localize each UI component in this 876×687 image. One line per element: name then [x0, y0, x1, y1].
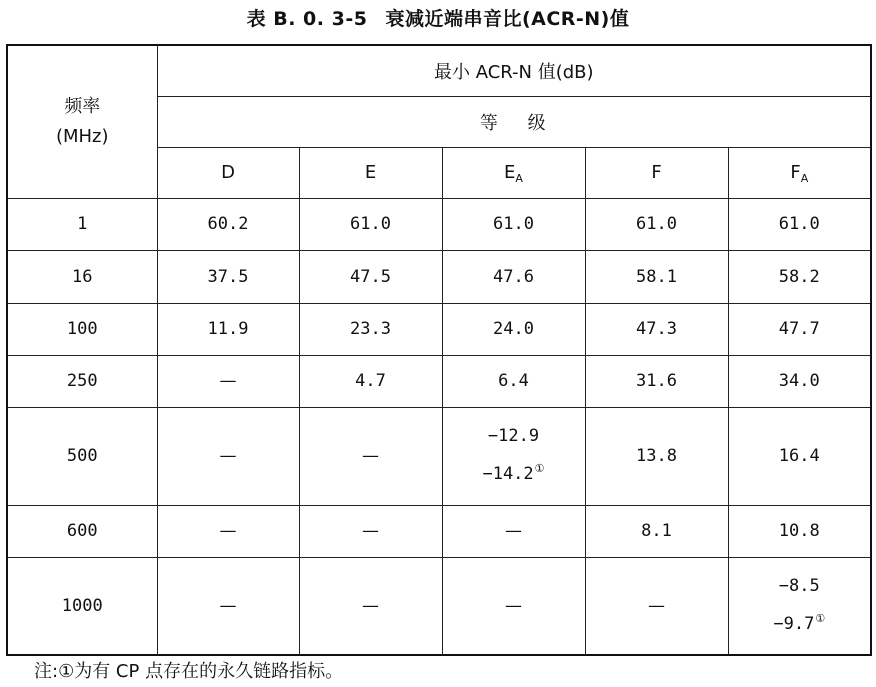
no-value-dash: — [219, 446, 237, 466]
value-text: −12.9 [487, 426, 540, 446]
frequency-label: 频率 [64, 95, 101, 117]
value-cell [299, 407, 442, 505]
table-footnote: 注:①为有 CP 点存在的永久链路指标。 [34, 661, 344, 682]
value-cell [585, 407, 728, 505]
grade-letter: F [790, 162, 801, 183]
table-row [7, 355, 871, 407]
frequency-cell: 600 [7, 505, 157, 557]
value-cell [442, 250, 585, 303]
value-cell [585, 557, 728, 655]
table-row [7, 303, 871, 355]
value-text: 61.0 [350, 214, 391, 234]
grade-header: 等 级 [157, 96, 871, 147]
grade-letter: E [504, 162, 516, 183]
frequency-cell: 16 [7, 250, 157, 303]
value-cell [728, 303, 871, 355]
value-text: −14.2 [482, 464, 534, 484]
value-cell [157, 250, 299, 303]
table-row [7, 198, 871, 250]
value-text: 37.5 [207, 266, 249, 287]
value-text: 60.2 [207, 214, 249, 234]
value-cell [442, 557, 585, 655]
value-text: 61.0 [778, 214, 820, 234]
value-text: −8.5 [778, 575, 820, 596]
table-title [0, 4, 876, 31]
grade-letter: E [364, 162, 377, 183]
value-text: 34.0 [778, 371, 820, 391]
footnote-marker: ① [815, 611, 826, 625]
value-cell [728, 505, 871, 557]
grade-column-header [442, 147, 585, 198]
value-text: 4.7 [355, 371, 386, 391]
value-text: 23.3 [350, 319, 391, 339]
frequency-cell: 250 [7, 355, 157, 407]
value-cell [299, 303, 442, 355]
acr-n-table [6, 44, 872, 656]
footnote-marker: ① [534, 462, 545, 475]
value-text: 61.0 [636, 214, 677, 234]
table-row [7, 250, 871, 303]
grade-letter: D [221, 162, 235, 183]
value-text: 13.8 [636, 446, 677, 466]
value-cell [157, 355, 299, 407]
table-row [7, 557, 871, 655]
value-text: 11.9 [207, 319, 249, 339]
grade-column-header [299, 147, 442, 198]
value-text: 47.3 [636, 319, 677, 339]
value-cell [585, 505, 728, 557]
value-cell [442, 505, 585, 557]
grade-column-header [157, 147, 299, 198]
frequency-unit: (MHz) [55, 125, 109, 147]
no-value-dash: — [362, 521, 379, 541]
value-text: 47.6 [493, 266, 534, 287]
value-cell [157, 557, 299, 655]
no-value-dash: — [362, 595, 379, 616]
value-cell [157, 407, 299, 505]
value-cell [442, 355, 585, 407]
grade-column-header [585, 147, 728, 198]
value-cell [728, 250, 871, 303]
table-number: 表 B. 0. 3-5 [246, 8, 368, 30]
value-cell [299, 355, 442, 407]
grade-subscript: A [800, 172, 809, 185]
no-value-dash: — [648, 595, 665, 616]
value-text: 10.8 [778, 521, 820, 541]
value-cell [728, 407, 871, 505]
value-cell [728, 557, 871, 655]
no-value-dash: — [219, 595, 237, 616]
value-cell [585, 355, 728, 407]
value-cell [442, 407, 585, 505]
frequency-header [7, 45, 157, 198]
value-text: 24.0 [493, 319, 534, 339]
grade-subscript: A [515, 172, 523, 185]
frequency-cell: 1000 [7, 557, 157, 655]
no-value-dash: — [219, 521, 237, 541]
frequency-cell: 1 [7, 198, 157, 250]
value-text: 58.2 [778, 266, 820, 287]
frequency-cell: 100 [7, 303, 157, 355]
grade-column-header [728, 147, 871, 198]
table-caption: 衰减近端串音比(ACR-N)值 [385, 8, 630, 30]
value-cell [728, 355, 871, 407]
no-value-dash: — [505, 521, 522, 541]
frequency-cell: 500 [7, 407, 157, 505]
value-cell [442, 303, 585, 355]
value-cell [585, 250, 728, 303]
value-cell [585, 303, 728, 355]
value-text: 8.1 [641, 521, 672, 541]
value-text: 16.4 [778, 446, 820, 466]
value-text: 58.1 [636, 266, 677, 287]
value-cell [299, 198, 442, 250]
value-cell [299, 505, 442, 557]
value-cell [299, 250, 442, 303]
grade-letter: F [651, 162, 662, 183]
group-header: 最小 ACR-N 值(dB) [157, 45, 871, 96]
value-text: 47.7 [778, 319, 820, 339]
no-value-dash: — [219, 371, 237, 391]
value-text: −9.7 [773, 613, 815, 634]
value-cell [442, 198, 585, 250]
no-value-dash: — [362, 446, 379, 466]
value-text: 31.6 [636, 371, 677, 391]
value-cell [728, 198, 871, 250]
value-text: 47.5 [350, 266, 391, 287]
value-text: 6.4 [498, 371, 529, 391]
value-cell [585, 198, 728, 250]
value-cell [157, 505, 299, 557]
table-row [7, 407, 871, 505]
table-row [7, 505, 871, 557]
no-value-dash: — [505, 595, 522, 616]
value-text: 61.0 [493, 214, 534, 234]
value-cell [157, 303, 299, 355]
value-cell [157, 198, 299, 250]
value-cell [299, 557, 442, 655]
